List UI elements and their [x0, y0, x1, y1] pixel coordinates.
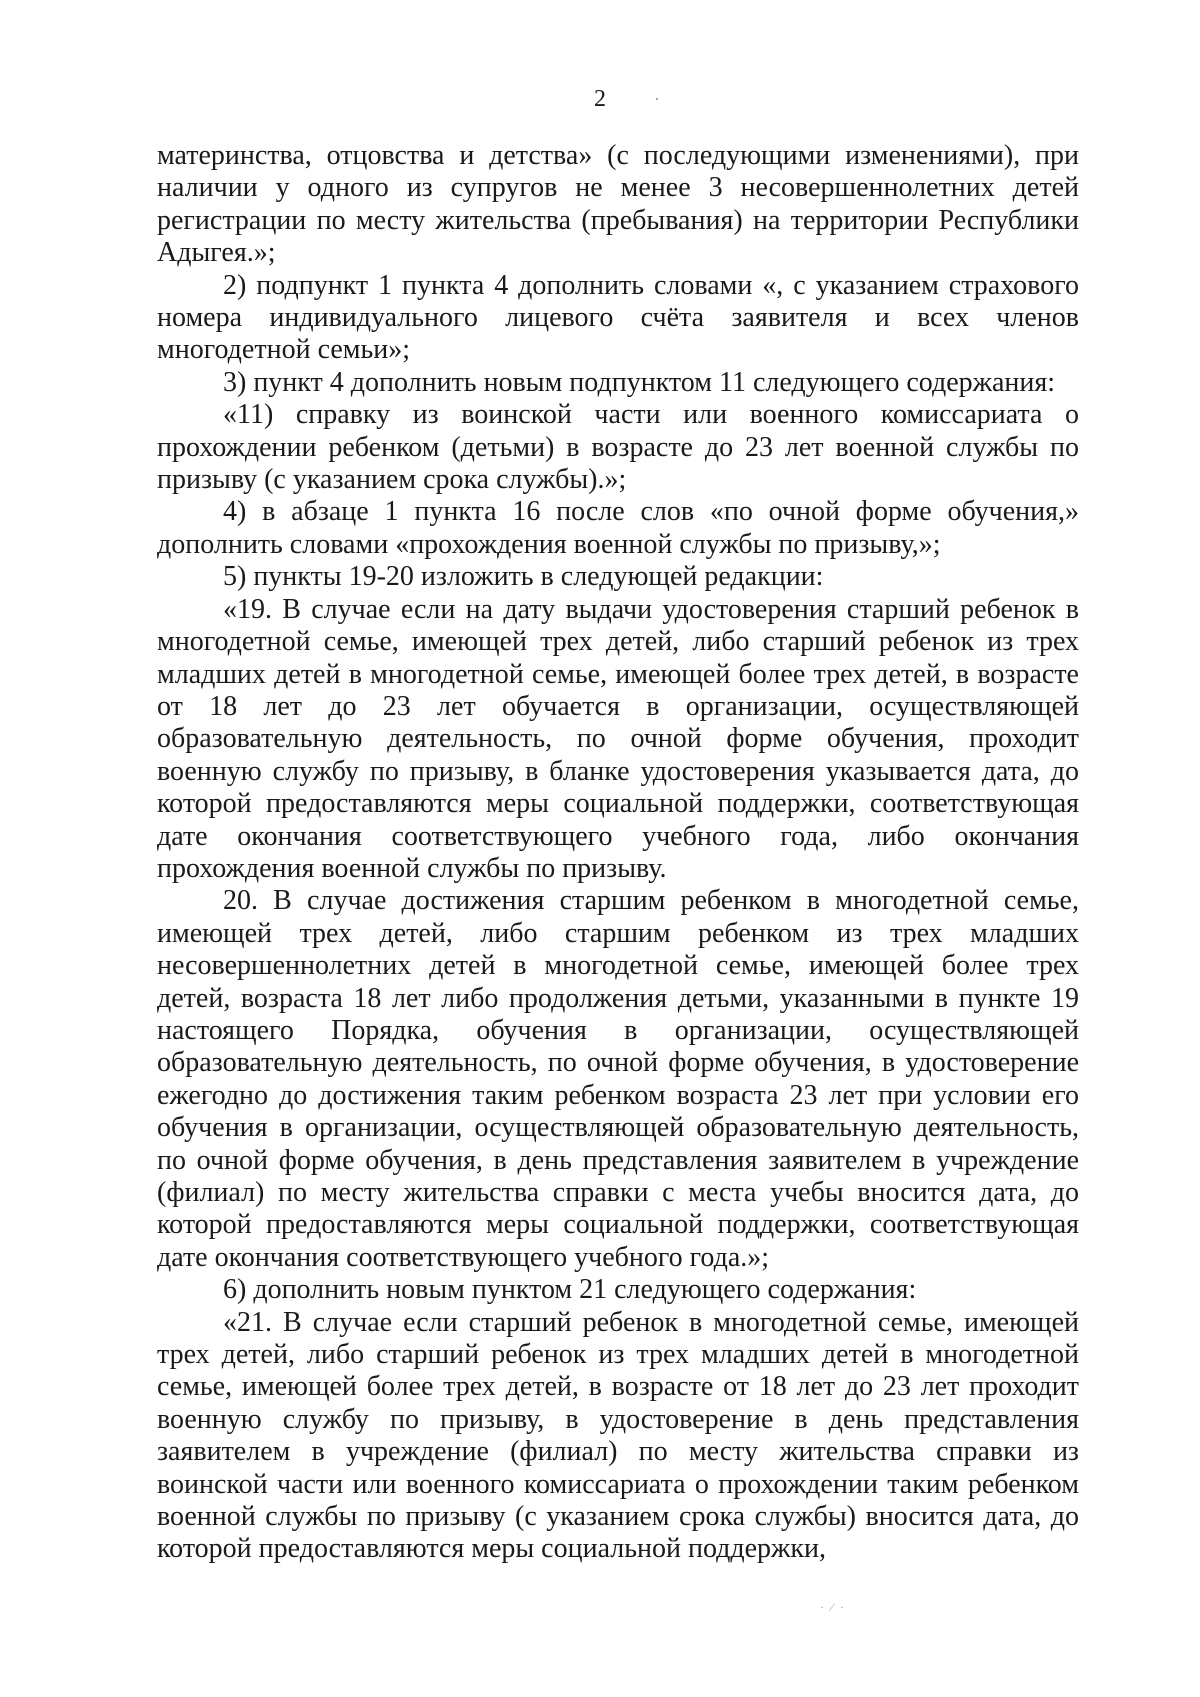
paragraph-7: «19. В случае если на дату выдачи удостоверения старший ребенок в многодетной семье, имеющей трех детей, либо старший ребенок из трех младших детей в многодетной семье, имеющей более трех детей, в возрасте от 18 лет до 23 лет обучается в организации, осуществляющей образовательную деятельность, по очной форме обучения, проходит военную службу по призыву, в бланке удостоверения указывается дата, до которой предоставляются меры социальной поддержки, соответствующая дате окончания соответствующего учебного года, либо окончания прохождения военной службы по призыву. [157, 593, 1079, 884]
page-number: 2 [594, 86, 606, 112]
paragraph-2: 2) подпункт 1 пункта 4 дополнить словами «, с указанием страхового номера индивидуального лицевого счёта заявителя и всех членов многодетной семьи»; [157, 269, 1079, 366]
paragraph-1: материнства, отцовства и детства» (с последующими изменениями), при наличии у одного из супругов не менее 3 несовершеннолетних детей регистрации по месту жительства (пребывания) на территории Республики Адыгея.»; [157, 140, 1079, 269]
scan-speck [656, 98, 658, 100]
paragraph-6: 5) пункты 19-20 изложить в следующей редакции: [223, 561, 824, 593]
paragraph-4: «11) справку из воинской части или военного комиссариата о прохождении ребенком (детьми) в возрасте до 23 лет военной службы по призыву (с указанием срока службы).»; [157, 399, 1079, 496]
paragraph-8: 20. В случае достижения старшим ребенком в многодетной семье, имеющей трех детей, либо старшим ребенком из трех младших несовершеннолетних детей в многодетной семье, имеющей более трех детей, возраста 18 лет либо продолжения детьми, указанными в пункте 19 настоящего Порядка, обучения в организации, осуществляющей образовательную деятельность, по очной форме обучения, в удостоверение ежегодно до достижения таким ребенком возраста 23 лет при условии его обучения в организации, осуществляющей образовательную деятельность, по очной форме обучения, в день представления заявителем в учреждение (филиал) по месту жительства справки с места учебы вносится дата, до которой предоставляются меры социальной поддержки, соответствующая дате окончания соответствующего учебного года.»; [157, 885, 1079, 1273]
paragraph-9: 6) дополнить новым пунктом 21 следующего содержания: [223, 1274, 917, 1306]
paragraph-3: 3) пункт 4 дополнить новым подпунктом 11 следующего содержания: [223, 366, 1056, 398]
paragraph-10: «21. В случае если старший ребенок в многодетной семье, имеющей трех детей, либо старший ребенок из трех младших детей в многодетной семье, имеющей более трех детей, в возрасте от 18 лет до 23 лет проходит военную службу по призыву, в удостоверение в день представления заявителем в учреждение (филиал) по месту жительства справки из воинской части или военного комиссариата о прохождении таким ребенком военной службы по призыву (с указанием срока службы) вносится дата, до которой предоставляются меры социальной поддержки, [157, 1306, 1079, 1565]
scan-specks: · ⁄ · [820, 1600, 846, 1614]
document-body [157, 140, 1079, 1566]
paragraph-5: 4) в абзаце 1 пункта 16 после слов «по очной форме обучения,» дополнить словами «прохождения военной службы по призыву,»; [157, 496, 1079, 560]
